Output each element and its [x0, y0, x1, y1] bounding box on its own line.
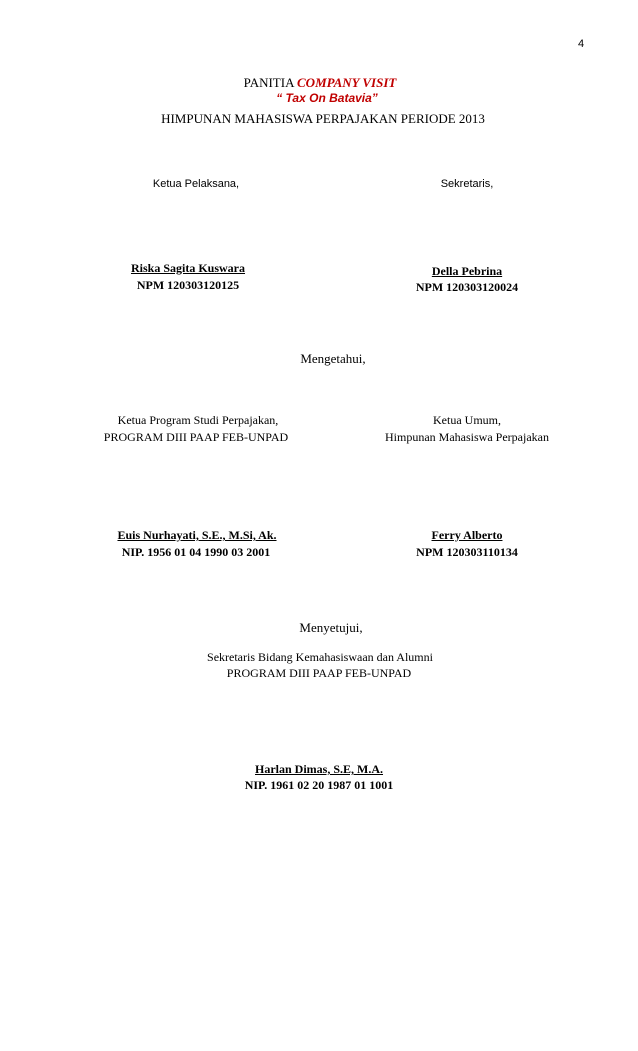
left-top-role: Ketua Pelaksana, [152, 178, 240, 190]
right-top-name: Della Pebrina [431, 264, 503, 278]
bottom-name: Harlan Dimas, S.E, M.A. [254, 762, 384, 776]
bottom-role-line1: Sekretaris Bidang Kemahasiswaan dan Alumni [207, 650, 433, 664]
left-top-id: NPM 120303120125 [136, 278, 240, 292]
page-number: 4 [578, 38, 585, 50]
left-middle-role-line2: PROGRAM DIII PAAP FEB-UNPAD [103, 430, 289, 444]
right-middle-id: NPM 120303110134 [416, 545, 518, 559]
right-top-id: NPM 120303120024 [415, 280, 519, 294]
bottom-role-line2: PROGRAM DIII PAAP FEB-UNPAD [226, 666, 412, 680]
left-middle-id: NIP. 1956 01 04 1990 03 2001 [121, 545, 271, 559]
right-middle-name: Ferry Alberto [431, 528, 503, 542]
right-top-role: Sekretaris, [440, 178, 494, 190]
header-tagline: “ Tax On Batavia” [276, 91, 378, 105]
header-title-prefix: PANITIA [243, 75, 298, 90]
right-middle-role-line2: Himpunan Mahasiswa Perpajakan [385, 430, 549, 444]
left-top-name: Riska Sagita Kuswara [130, 261, 246, 275]
left-middle-role-line1: Ketua Program Studi Perpajakan, [117, 413, 279, 427]
header-title-highlight: COMPANY VISIT [297, 75, 397, 90]
header-title [244, 75, 397, 91]
left-middle-name: Euis Nurhayati, S.E., M.Si, Ak. [117, 528, 277, 542]
menyetujui-label: Menyetujui, [299, 620, 363, 635]
right-middle-role-line1: Ketua Umum, [433, 413, 501, 427]
bottom-id: NIP. 1961 02 20 1987 01 1001 [244, 778, 394, 792]
header-organization: HIMPUNAN MAHASISWA PERPAJAKAN PERIODE 2013 [161, 111, 485, 126]
mengetahui-label: Mengetahui, [300, 351, 366, 366]
